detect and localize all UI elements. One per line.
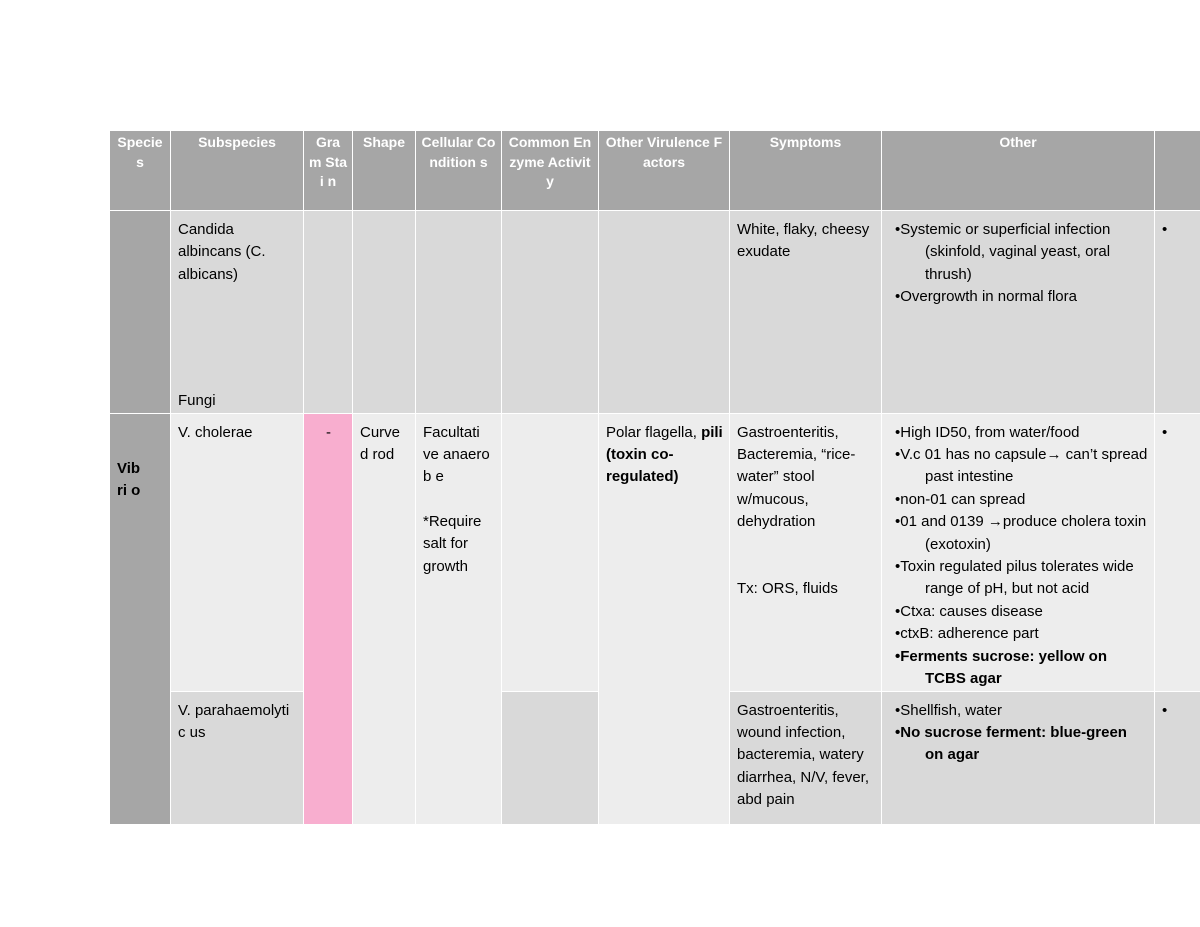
species-cell-vibrio (110, 413, 171, 824)
header-row (110, 131, 1200, 211)
subspecies-name: V. cholerae (178, 423, 253, 441)
other-item: •Systemic or superficial infection (skinfold, vaginal yeast, oral thrush) (895, 221, 1111, 283)
extra-bullet: • (1162, 423, 1168, 441)
gram-stain-negative-cell (304, 413, 353, 824)
enzyme-cell (502, 413, 599, 691)
symptoms-text: Gastroenteritis, Bacteremia, “rice-water” stool w/mucous, dehydration (737, 423, 856, 531)
extra-cell (1155, 211, 1200, 414)
subspecies-note: Fungi (178, 392, 216, 410)
other-item: •High ID50, from water/food (895, 423, 1080, 441)
enzyme-cell (502, 691, 599, 824)
virulence-cell (599, 211, 730, 414)
enzyme-cell (502, 211, 599, 414)
treatment-text: Tx: ORS, fluids (737, 579, 838, 597)
symptoms-cell (730, 413, 882, 691)
symptoms-text: Gastroenteritis, wound infection, bacteremia, watery diarrhea, N/V, fever, abd pain (737, 701, 870, 809)
other-cell (882, 211, 1155, 414)
cellular-note: *Require salt for growth (423, 512, 482, 575)
subspecies-name: V. parahaemolytic us (178, 701, 290, 741)
header-subspecies: Subspecies (171, 131, 304, 211)
other-item: •non-01 can spread (895, 490, 1026, 508)
header-shape: Shape (353, 131, 416, 211)
other-cell (882, 691, 1155, 824)
subspecies-cell (171, 413, 304, 691)
other-item: •V.c 01 has no capsule→ can’t spread past intestine (895, 446, 1148, 486)
species-cell-empty (110, 211, 171, 414)
virulence-bold-text: pili (toxin co-regulated) (606, 423, 723, 486)
virulence-cell (599, 413, 730, 824)
extra-cell (1155, 691, 1200, 824)
subspecies-cell (171, 691, 304, 824)
other-item: •Shellfish, water (895, 701, 1002, 719)
virulence-text: Polar flagella, (606, 423, 697, 441)
other-cell (882, 413, 1155, 691)
extra-bullet: • (1162, 701, 1168, 719)
symptoms-text: White, flaky, cheesy exudate (737, 221, 870, 261)
other-item: •ctxB: adherence part (895, 625, 1039, 643)
pathogen-table (109, 130, 1200, 825)
subspecies-name: Candida albincans (C. albicans) (178, 221, 266, 283)
header-species: Specie s (110, 131, 171, 211)
other-item: •Toxin regulated pilus tolerates wide range of pH, but not acid (895, 558, 1134, 598)
shape-cell (353, 413, 416, 824)
other-item: •Overgrowth in normal flora (895, 288, 1077, 306)
gram-stain-value: - (326, 423, 331, 441)
cellular-text: Facultati ve anaerob e (423, 423, 490, 486)
symptoms-cell (730, 211, 882, 414)
extra-cell (1155, 413, 1200, 691)
subspecies-cell (171, 211, 304, 414)
header-extra (1155, 131, 1200, 211)
other-item: •Ctxa: causes disease (895, 602, 1043, 620)
species-name: Vibri o (117, 459, 141, 500)
header-gram-stain: Gra m Stai n (304, 131, 353, 211)
cellular-cell (416, 211, 502, 414)
other-item: •01 and 0139 →produce cholera toxin (exotoxin) (895, 513, 1147, 553)
vibrio-cholerae-row (110, 413, 1200, 691)
header-cellular-conditions: Cellular Condition s (416, 131, 502, 211)
shape-text: Curve d rod (360, 423, 401, 464)
candida-row (110, 211, 1200, 414)
other-item-bold: •No sucrose ferment: blue-green on agar (895, 723, 1127, 764)
header-virulence-factors: Other Virulence Factors (599, 131, 730, 211)
shape-cell (353, 211, 416, 414)
cellular-cell (416, 413, 502, 824)
symptoms-cell (730, 691, 882, 824)
extra-bullet: • (1162, 221, 1168, 238)
header-other: Other (882, 131, 1155, 211)
other-item-bold: •Ferments sucrose: yellow on TCBS agar (895, 647, 1107, 688)
header-symptoms: Symptoms (730, 131, 882, 211)
gram-cell (304, 211, 353, 414)
header-enzyme-activity: Common Enzyme Activity (502, 131, 599, 211)
